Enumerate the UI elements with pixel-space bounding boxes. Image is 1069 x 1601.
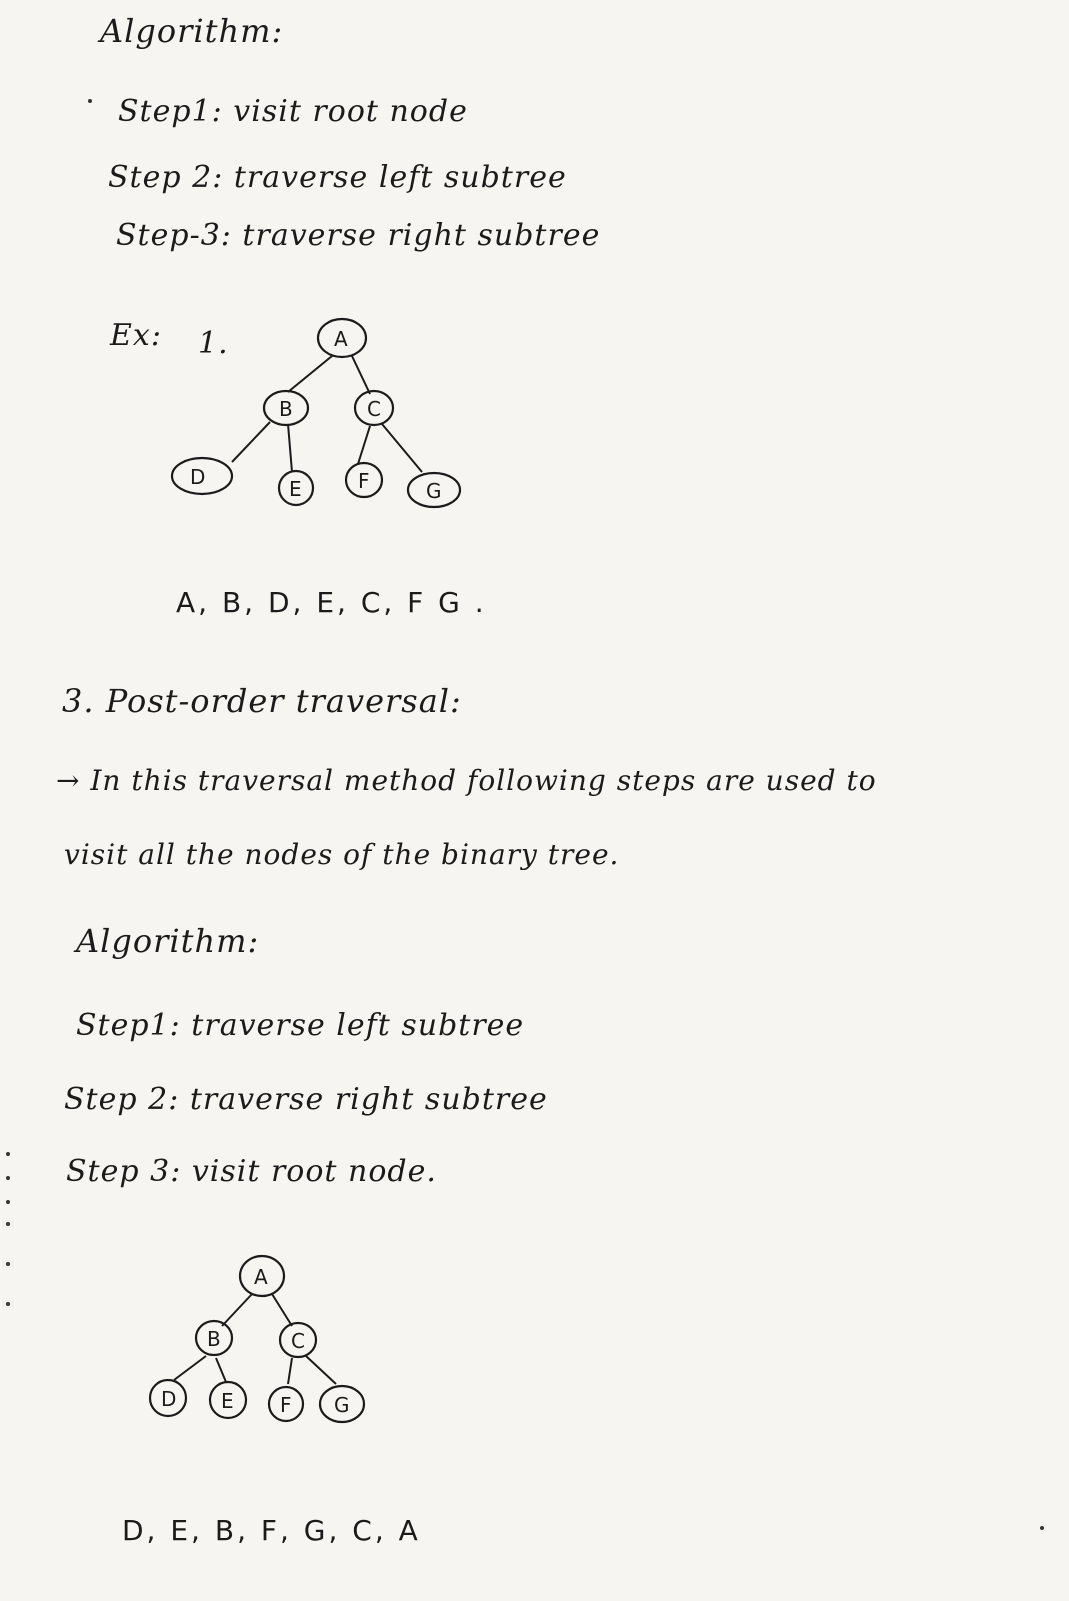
margin-dot: [6, 1302, 10, 1306]
node-a-label: A: [334, 327, 348, 351]
margin-dot: [6, 1200, 10, 1204]
edge-b-e: [216, 1358, 226, 1382]
edge-c-g: [382, 424, 422, 472]
node-a-label: A: [254, 1265, 268, 1289]
node-e-label: E: [289, 477, 302, 501]
edge-b-d: [232, 422, 270, 462]
postorder-result: D, E, B, F, G, C, A: [122, 1514, 421, 1547]
edge-c-f: [358, 426, 370, 464]
node-f-label: F: [280, 1393, 292, 1417]
preorder-step-1: Step1: visit root node: [118, 94, 468, 129]
edge-a-b: [222, 1294, 252, 1326]
postorder-step-1: Step1: traverse left subtree: [76, 1008, 525, 1043]
edge-a-c: [272, 1294, 292, 1326]
edge-a-c: [352, 356, 370, 394]
postorder-description-line-2: visit all the nodes of the binary tree.: [64, 838, 620, 871]
node-d-label: D: [190, 465, 206, 489]
edge-b-d: [174, 1356, 206, 1380]
preorder-step-2: Step 2: traverse left subtree: [108, 160, 567, 195]
edge-c-g: [306, 1356, 336, 1384]
node-c-label: C: [291, 1329, 305, 1353]
edge-a-b: [288, 356, 332, 392]
margin-dot: [6, 1176, 10, 1180]
preorder-algorithm-heading: Algorithm:: [100, 12, 284, 50]
node-g-label: G: [334, 1393, 350, 1417]
node-b-label: B: [279, 397, 293, 421]
example-label: Ex:: [110, 318, 162, 353]
postorder-binary-tree: [130, 1250, 390, 1450]
edge-b-e: [288, 424, 292, 472]
postorder-step-3: Step 3: visit root node.: [66, 1154, 437, 1189]
node-e-label: E: [221, 1389, 234, 1413]
node-f-label: F: [358, 469, 370, 493]
preorder-binary-tree: [160, 310, 480, 520]
margin-dot: [6, 1222, 10, 1226]
preorder-result: A, B, D, E, C, F G .: [176, 586, 487, 619]
node-b-label: B: [207, 1327, 221, 1351]
edge-c-f: [288, 1358, 292, 1384]
postorder-step-2: Step 2: traverse right subtree: [64, 1082, 548, 1117]
node-g-label: G: [426, 479, 442, 503]
margin-dot: [6, 1262, 10, 1266]
node-c-label: C: [367, 397, 381, 421]
node-d-label: D: [161, 1387, 177, 1411]
example-number: 1.: [198, 326, 229, 361]
preorder-step-3: Step-3: traverse right subtree: [116, 218, 601, 253]
postorder-heading: 3. Post-order traversal:: [62, 682, 462, 720]
postorder-algorithm-heading: Algorithm:: [76, 922, 260, 960]
margin-dot: [1040, 1526, 1044, 1530]
postorder-description-line-1: → In this traversal method following steps are used to: [56, 764, 877, 797]
margin-dot: [88, 99, 92, 103]
margin-dot: [6, 1152, 10, 1156]
